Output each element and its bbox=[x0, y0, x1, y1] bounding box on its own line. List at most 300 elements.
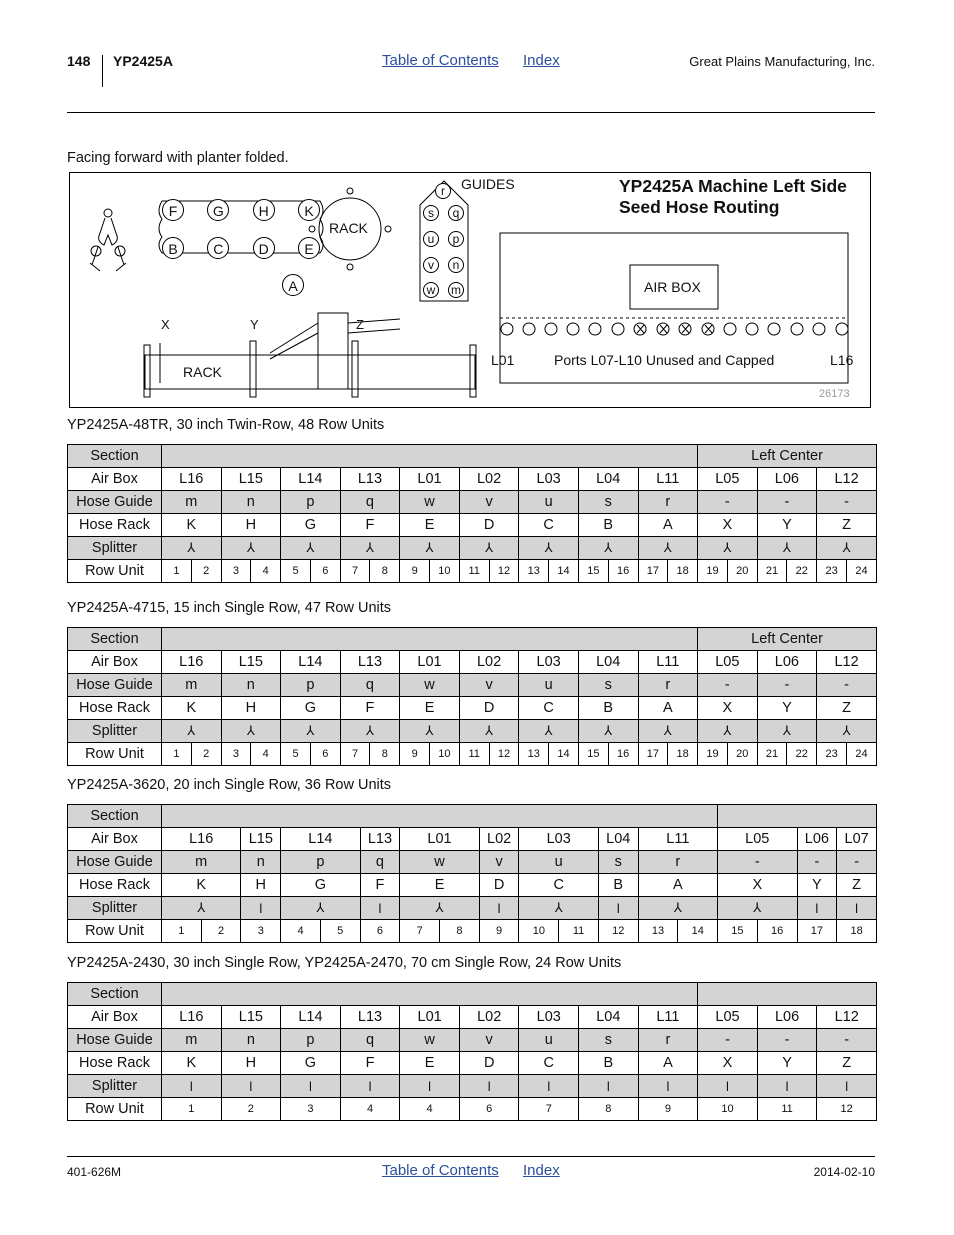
table-cell: 6 bbox=[310, 560, 340, 583]
table-cell: L01 bbox=[400, 468, 460, 491]
rack-letter-k: K bbox=[298, 199, 320, 221]
table-cell: B bbox=[598, 874, 638, 897]
splitter-icon: ⅄ bbox=[757, 537, 817, 560]
footer-rule bbox=[67, 1156, 875, 1157]
table-cell: p bbox=[281, 491, 341, 514]
splitter-icon: ⅄ bbox=[638, 720, 698, 743]
table-cell: Z bbox=[817, 697, 877, 720]
hose-rack-label: Hose Rack bbox=[68, 514, 162, 537]
splitter-icon: ⅄ bbox=[340, 720, 400, 743]
table-cell: 17 bbox=[638, 743, 668, 766]
table-cell: F bbox=[340, 514, 400, 537]
table-cell: s bbox=[578, 491, 638, 514]
port-note: Ports L07-L10 Unused and Capped bbox=[554, 352, 775, 368]
table-cell: - bbox=[817, 491, 877, 514]
table-cell: H bbox=[221, 1052, 281, 1075]
table-cell: - bbox=[757, 674, 817, 697]
table-cell: 14 bbox=[678, 920, 718, 943]
table-cell: 19 bbox=[698, 743, 728, 766]
table-cell: G bbox=[281, 514, 341, 537]
table-cell: L03 bbox=[519, 651, 579, 674]
table-cell: 3 bbox=[221, 743, 251, 766]
air-box-label: Air Box bbox=[68, 1006, 162, 1029]
hose-rack-label: Hose Rack bbox=[68, 874, 162, 897]
table-cell: s bbox=[579, 1029, 639, 1052]
table-cell: L05 bbox=[698, 651, 758, 674]
rack-letter-d: D bbox=[253, 237, 275, 259]
splitter-icon: ⅄ bbox=[638, 537, 698, 560]
splitter-label: Splitter bbox=[68, 1075, 162, 1098]
table-cell: 15 bbox=[578, 560, 608, 583]
table-cell: - bbox=[837, 851, 877, 874]
table-cell: L13 bbox=[340, 468, 400, 491]
section-label: Section bbox=[68, 805, 162, 828]
table-cell: L12 bbox=[817, 468, 877, 491]
table-cell: 23 bbox=[817, 743, 847, 766]
rack-post bbox=[318, 313, 348, 389]
header-rule bbox=[67, 112, 875, 113]
table-cell: L15 bbox=[221, 1006, 281, 1029]
table-cell: K bbox=[162, 514, 222, 537]
table-cell: - bbox=[718, 851, 797, 874]
splitter-icon: l bbox=[698, 1075, 758, 1098]
table-cell: L15 bbox=[221, 651, 281, 674]
table-cell: 9 bbox=[400, 560, 430, 583]
table-cell: m bbox=[162, 1029, 222, 1052]
row-unit-label: Row Unit bbox=[68, 560, 162, 583]
guide-letter-s: s bbox=[423, 205, 439, 221]
splitter-icon: ⅄ bbox=[698, 720, 758, 743]
table-cell: 20 bbox=[727, 560, 757, 583]
port-circles bbox=[501, 323, 848, 335]
section-label: Section bbox=[68, 983, 162, 1006]
rack-letter-h: H bbox=[253, 199, 275, 221]
table-cell: L01 bbox=[400, 1006, 460, 1029]
guides-label: GUIDES bbox=[461, 176, 515, 192]
table-cell: 9 bbox=[400, 743, 430, 766]
splitter-icon: ⅄ bbox=[817, 537, 877, 560]
splitter-icon: l bbox=[459, 1075, 519, 1098]
guide-letter-w: w bbox=[423, 282, 439, 298]
table-cell: p bbox=[281, 674, 341, 697]
table-cell: 11 bbox=[559, 920, 599, 943]
table-cell: Y bbox=[797, 874, 837, 897]
splitter-icon: ⅄ bbox=[281, 897, 360, 920]
table-cell: 4 bbox=[251, 743, 281, 766]
company-name: Great Plains Manufacturing, Inc. bbox=[689, 54, 875, 69]
table-cell: - bbox=[698, 1029, 758, 1052]
table-cell: L06 bbox=[757, 1006, 817, 1029]
table-cell: n bbox=[241, 851, 281, 874]
table-cell: L13 bbox=[340, 651, 400, 674]
table-cell: - bbox=[698, 491, 758, 514]
splitter-icon: l bbox=[519, 1075, 579, 1098]
table-cell: 8 bbox=[370, 743, 400, 766]
table-cell: n bbox=[221, 491, 281, 514]
hose-guide-label: Hose Guide bbox=[68, 491, 162, 514]
splitter-icon: l bbox=[837, 897, 877, 920]
splitter-icon: ⅄ bbox=[578, 720, 638, 743]
table-cell: L03 bbox=[519, 828, 598, 851]
table-cell: H bbox=[221, 697, 281, 720]
table-cell: - bbox=[757, 1029, 817, 1052]
table-cell: L11 bbox=[638, 1006, 698, 1029]
splitter-icon: l bbox=[579, 1075, 639, 1098]
splitter-icon: l bbox=[241, 897, 281, 920]
table-cell: 10 bbox=[698, 1098, 758, 1121]
hose-guide-label: Hose Guide bbox=[68, 674, 162, 697]
table-cell: 21 bbox=[757, 743, 787, 766]
air-box-label: Air Box bbox=[68, 468, 162, 491]
footer-index-link[interactable]: Index bbox=[523, 1162, 560, 1179]
hose-guide-label: Hose Guide bbox=[68, 1029, 162, 1052]
table-cell: X bbox=[698, 697, 758, 720]
guide-letter-v: v bbox=[423, 257, 439, 273]
table-cell: u bbox=[519, 851, 598, 874]
table-cell: v bbox=[459, 674, 519, 697]
routing-table-3620 bbox=[67, 804, 877, 943]
table-cell: A bbox=[638, 697, 698, 720]
table-cell: D bbox=[479, 874, 519, 897]
table-cell: 11 bbox=[459, 743, 489, 766]
table-cell: - bbox=[817, 674, 877, 697]
table-cell: D bbox=[459, 697, 519, 720]
rack-letter-a: A bbox=[282, 274, 304, 296]
toc-link[interactable]: Table of Contents bbox=[382, 52, 499, 69]
splitter-label: Splitter bbox=[68, 897, 162, 920]
hose-rack-label: Hose Rack bbox=[68, 1052, 162, 1075]
rack-letter-e: E bbox=[298, 237, 320, 259]
table-cell: C bbox=[519, 514, 579, 537]
table1-title: YP2425A-48TR, 30 inch Twin-Row, 48 Row Units bbox=[67, 417, 385, 433]
table-cell: 3 bbox=[221, 560, 251, 583]
splitter-icon: ⅄ bbox=[162, 537, 222, 560]
table-cell: A bbox=[638, 874, 717, 897]
table-cell: v bbox=[459, 491, 519, 514]
label-z: Z bbox=[356, 317, 364, 332]
table-cell: 12 bbox=[489, 743, 519, 766]
guide-letter-p: p bbox=[448, 231, 464, 247]
splitter-icon: ⅄ bbox=[400, 897, 479, 920]
table-cell: m bbox=[162, 491, 222, 514]
figure-title-line1: YP2425A Machine Left Side bbox=[619, 176, 847, 196]
table-cell: L11 bbox=[638, 828, 717, 851]
table-cell: 17 bbox=[797, 920, 837, 943]
table-cell: s bbox=[598, 851, 638, 874]
splitter-icon: ⅄ bbox=[162, 720, 222, 743]
section-label: Section bbox=[68, 628, 162, 651]
table-cell: L11 bbox=[638, 651, 698, 674]
splitter-icon: l bbox=[221, 1075, 281, 1098]
table-cell: 4 bbox=[340, 1098, 400, 1121]
table-cell: 2 bbox=[191, 743, 221, 766]
table-cell: L03 bbox=[519, 1006, 579, 1029]
table-cell: 14 bbox=[549, 560, 579, 583]
splitter-icon: ⅄ bbox=[698, 537, 758, 560]
footer-toc-link[interactable]: Table of Contents bbox=[382, 1162, 499, 1179]
table2-title: YP2425A-4715, 15 inch Single Row, 47 Row Units bbox=[67, 600, 392, 616]
splitter-icon: l bbox=[757, 1075, 817, 1098]
table-cell: 24 bbox=[846, 743, 876, 766]
table-cell: L14 bbox=[281, 828, 360, 851]
splitter-icon: ⅄ bbox=[340, 537, 400, 560]
table-cell: 12 bbox=[817, 1098, 877, 1121]
model-name: YP2425A bbox=[113, 53, 173, 69]
table-cell: L12 bbox=[817, 1006, 877, 1029]
table-cell: 5 bbox=[320, 920, 360, 943]
table-cell: 7 bbox=[340, 743, 370, 766]
table-cell: 6 bbox=[310, 743, 340, 766]
table-cell: Z bbox=[817, 514, 877, 537]
table-cell: 16 bbox=[608, 743, 638, 766]
table-cell: 3 bbox=[241, 920, 281, 943]
table-cell: 7 bbox=[400, 920, 440, 943]
table-cell: L03 bbox=[519, 468, 579, 491]
figure-caption: Facing forward with planter folded. bbox=[67, 150, 289, 166]
row-unit-label: Row Unit bbox=[68, 920, 162, 943]
table-cell: q bbox=[360, 851, 400, 874]
table-cell: L02 bbox=[479, 828, 519, 851]
table-cell: B bbox=[579, 1052, 639, 1075]
table-cell: L16 bbox=[162, 1006, 222, 1029]
splitter-icon: ⅄ bbox=[519, 537, 579, 560]
table-cell: m bbox=[162, 674, 222, 697]
table-cell: 13 bbox=[638, 920, 678, 943]
table-cell: F bbox=[360, 874, 400, 897]
table-cell: 12 bbox=[598, 920, 638, 943]
table-cell: 8 bbox=[579, 1098, 639, 1121]
rack-letter-c: C bbox=[207, 237, 229, 259]
table4-title: YP2425A-2430, 30 inch Single Row, YP2425A-2470, 70 cm Single Row, 24 Row Units bbox=[67, 955, 622, 971]
table-cell: 1 bbox=[162, 920, 202, 943]
table-cell: F bbox=[340, 1052, 400, 1075]
splitter-icon: ⅄ bbox=[400, 720, 460, 743]
table-cell: 16 bbox=[608, 560, 638, 583]
splitter-label: Splitter bbox=[68, 537, 162, 560]
hose-routing-figure bbox=[69, 172, 871, 408]
table-cell: 1 bbox=[162, 743, 192, 766]
table-cell: E bbox=[400, 697, 460, 720]
table-cell: 15 bbox=[578, 743, 608, 766]
table-cell: 10 bbox=[519, 920, 559, 943]
table-cell: D bbox=[459, 1052, 519, 1075]
table-cell: 4 bbox=[400, 1098, 460, 1121]
table-cell: 11 bbox=[757, 1098, 817, 1121]
table-cell: C bbox=[519, 874, 598, 897]
table-cell: q bbox=[340, 491, 400, 514]
table-cell: 23 bbox=[817, 560, 847, 583]
splitter-icon: ⅄ bbox=[578, 537, 638, 560]
table-cell: w bbox=[400, 1029, 460, 1052]
table-cell: A bbox=[638, 514, 698, 537]
splitter-icon: ⅄ bbox=[459, 720, 519, 743]
air-box-label: AIR BOX bbox=[644, 279, 701, 295]
hose-guide-label: Hose Guide bbox=[68, 851, 162, 874]
table-cell: G bbox=[281, 697, 341, 720]
section-label: Section bbox=[68, 445, 162, 468]
label-x: X bbox=[161, 317, 170, 332]
table-cell: 12 bbox=[489, 560, 519, 583]
table-cell: r bbox=[638, 491, 698, 514]
table-cell: L15 bbox=[221, 468, 281, 491]
table-cell: 5 bbox=[281, 743, 311, 766]
splitter-icon: ⅄ bbox=[281, 537, 341, 560]
rack-letter-b: B bbox=[162, 237, 184, 259]
table-cell: 16 bbox=[757, 920, 797, 943]
splitter-icon: ⅄ bbox=[221, 537, 281, 560]
table-cell: 14 bbox=[549, 743, 579, 766]
splitter-icon: ⅄ bbox=[221, 720, 281, 743]
table-cell: 7 bbox=[519, 1098, 579, 1121]
guide-letter-q: q bbox=[448, 205, 464, 221]
table-cell: L05 bbox=[698, 468, 758, 491]
table-cell: L13 bbox=[360, 828, 400, 851]
table-cell: H bbox=[241, 874, 281, 897]
table-cell: u bbox=[519, 1029, 579, 1052]
table-cell: L04 bbox=[578, 651, 638, 674]
table-cell: E bbox=[400, 514, 460, 537]
table-cell: L05 bbox=[698, 1006, 758, 1029]
table-cell: 22 bbox=[787, 743, 817, 766]
table-cell: p bbox=[281, 851, 360, 874]
splitter-icon: l bbox=[598, 897, 638, 920]
table-cell: 18 bbox=[668, 560, 698, 583]
port-right-label: L16 bbox=[830, 352, 854, 368]
table-cell: L14 bbox=[281, 468, 341, 491]
header-divider bbox=[102, 55, 103, 87]
left-center-label: Left Center bbox=[698, 445, 877, 468]
splitter-icon: l bbox=[400, 1075, 460, 1098]
table-cell: q bbox=[340, 674, 400, 697]
rack-label-top: RACK bbox=[329, 220, 368, 236]
table-cell: C bbox=[519, 697, 579, 720]
table-cell: 22 bbox=[787, 560, 817, 583]
table-cell: 7 bbox=[340, 560, 370, 583]
table3-title: YP2425A-3620, 20 inch Single Row, 36 Row Units bbox=[67, 777, 392, 793]
figure-title-line2: Seed Hose Routing bbox=[619, 197, 780, 217]
table-cell: 20 bbox=[727, 743, 757, 766]
table-cell: L12 bbox=[817, 651, 877, 674]
table-cell: n bbox=[221, 1029, 281, 1052]
row-unit-label: Row Unit bbox=[68, 1098, 162, 1121]
table-cell: 1 bbox=[162, 560, 192, 583]
table-cell: - bbox=[757, 491, 817, 514]
table-cell: L16 bbox=[162, 651, 222, 674]
table-cell: D bbox=[459, 514, 519, 537]
table-cell: K bbox=[162, 874, 241, 897]
table-cell: w bbox=[400, 851, 479, 874]
port-left-label: L01 bbox=[491, 352, 515, 368]
table-cell: n bbox=[221, 674, 281, 697]
table-cell: Z bbox=[837, 874, 877, 897]
figure-number: 26173 bbox=[819, 388, 850, 400]
table-cell: L06 bbox=[757, 468, 817, 491]
table-cell: L06 bbox=[757, 651, 817, 674]
table-cell: 18 bbox=[668, 743, 698, 766]
table-cell: - bbox=[698, 674, 758, 697]
splitter-icon: ⅄ bbox=[757, 720, 817, 743]
table-cell: 15 bbox=[718, 920, 758, 943]
table-cell: F bbox=[340, 697, 400, 720]
table-cell: B bbox=[578, 514, 638, 537]
table-cell: L07 bbox=[837, 828, 877, 851]
left-center-label: Left Center bbox=[698, 628, 877, 651]
table-cell: X bbox=[698, 514, 758, 537]
splitter-icon: ⅄ bbox=[281, 720, 341, 743]
table-cell: L16 bbox=[162, 468, 222, 491]
table-cell: p bbox=[281, 1029, 341, 1052]
table-cell: L16 bbox=[162, 828, 241, 851]
table-cell: 13 bbox=[519, 560, 549, 583]
splitter-icon: ⅄ bbox=[817, 720, 877, 743]
table-cell: 17 bbox=[638, 560, 668, 583]
table-cell: 19 bbox=[698, 560, 728, 583]
table-cell: 2 bbox=[201, 920, 241, 943]
table-cell: K bbox=[162, 697, 222, 720]
index-link[interactable]: Index bbox=[523, 52, 560, 69]
table-cell: m bbox=[162, 851, 241, 874]
page-number: 148 bbox=[67, 53, 91, 69]
table-cell: 9 bbox=[479, 920, 519, 943]
hose-rack-label: Hose Rack bbox=[68, 697, 162, 720]
air-box-label: Air Box bbox=[68, 651, 162, 674]
table-cell: K bbox=[162, 1052, 222, 1075]
splitter-icon: ⅄ bbox=[519, 897, 598, 920]
table-cell: 11 bbox=[459, 560, 489, 583]
splitter-icon: l bbox=[817, 1075, 877, 1098]
table-cell: 24 bbox=[846, 560, 876, 583]
table-cell: 6 bbox=[459, 1098, 519, 1121]
table-cell: 21 bbox=[757, 560, 787, 583]
splitter-icon: ⅄ bbox=[638, 897, 717, 920]
splitter-icon: l bbox=[479, 897, 519, 920]
splitter-icon: ⅄ bbox=[459, 537, 519, 560]
table-cell: 2 bbox=[221, 1098, 281, 1121]
splitter-icon: l bbox=[281, 1075, 341, 1098]
table-cell: r bbox=[638, 851, 717, 874]
table-cell: L15 bbox=[241, 828, 281, 851]
routing-table-48tr bbox=[67, 444, 877, 583]
routing-table-2430 bbox=[67, 982, 877, 1121]
splitter-icon: l bbox=[360, 897, 400, 920]
table-cell: H bbox=[221, 514, 281, 537]
splitter-icon: ⅄ bbox=[519, 720, 579, 743]
table-cell: r bbox=[638, 1029, 698, 1052]
table-cell: v bbox=[479, 851, 519, 874]
guide-letter-m: m bbox=[448, 282, 464, 298]
air-box-label: Air Box bbox=[68, 828, 162, 851]
table-cell: 10 bbox=[430, 743, 460, 766]
table-cell: 2 bbox=[191, 560, 221, 583]
table-cell: u bbox=[519, 674, 579, 697]
guide-letter-r: r bbox=[435, 183, 451, 199]
table-cell: 18 bbox=[837, 920, 877, 943]
table-cell: Z bbox=[817, 1052, 877, 1075]
table-cell: L04 bbox=[598, 828, 638, 851]
label-y: Y bbox=[250, 317, 259, 332]
table-cell: 1 bbox=[162, 1098, 222, 1121]
table-cell: A bbox=[638, 1052, 698, 1075]
table-cell: B bbox=[578, 697, 638, 720]
splitter-icon: l bbox=[162, 1075, 222, 1098]
table-cell: 3 bbox=[281, 1098, 341, 1121]
table-cell: 6 bbox=[360, 920, 400, 943]
table-cell: s bbox=[578, 674, 638, 697]
guide-letter-n: n bbox=[448, 257, 464, 273]
table-cell: 8 bbox=[370, 560, 400, 583]
table-cell: u bbox=[519, 491, 579, 514]
doc-date: 2014-02-10 bbox=[813, 1165, 875, 1179]
